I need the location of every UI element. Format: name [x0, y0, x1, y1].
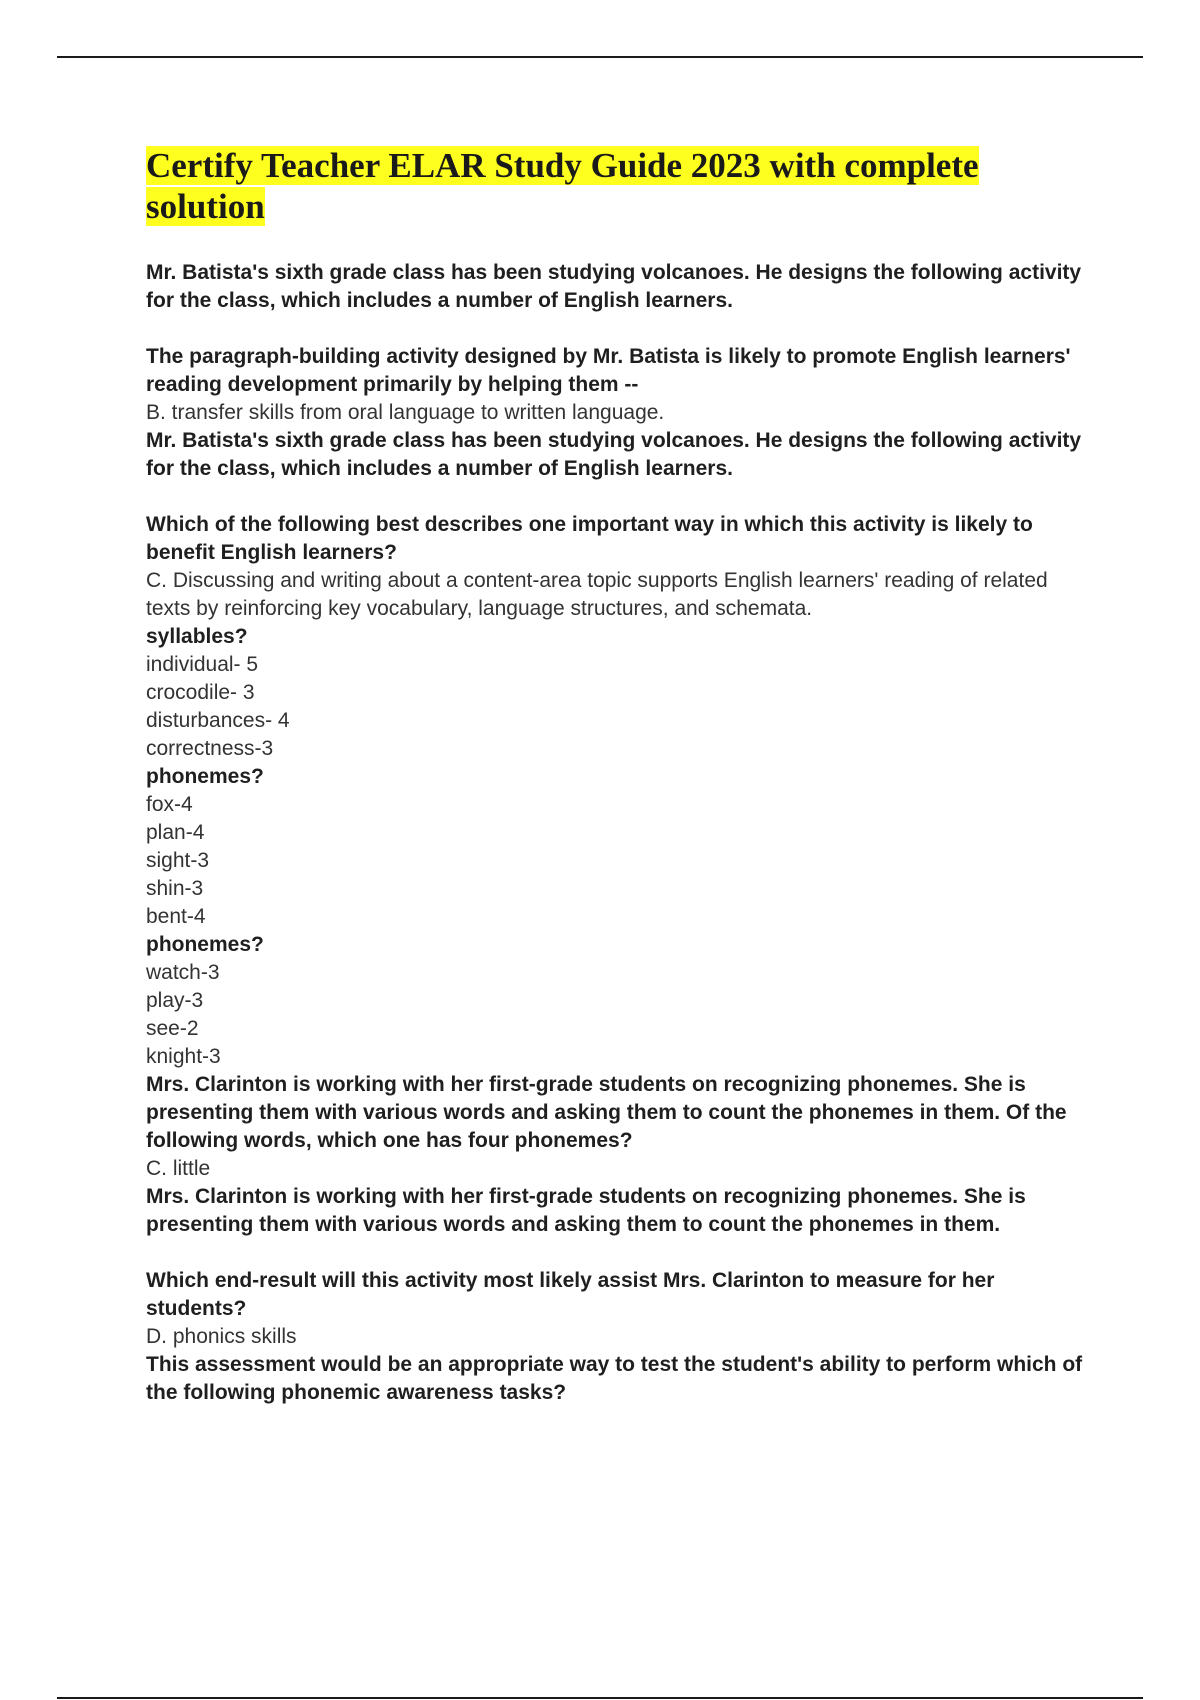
answer-text: watch-3 — [146, 961, 220, 984]
question-text: Which end-result will this activity most likely assist Mrs. Clarinton to measure for her students? — [146, 1269, 995, 1320]
question-text: The paragraph-building activity designed by Mr. Batista is likely to promote English learners' reading development primarily by helping them -- — [146, 345, 1071, 396]
top-rule — [57, 56, 1143, 58]
question-text: This assessment would be an appropriate way to test the student's ability to perform which of the following phonemic awareness tasks? — [146, 1353, 1083, 1404]
answer-text: individual- 5 — [146, 653, 259, 676]
answer-text: crocodile- 3 — [146, 681, 255, 704]
document-title-text: Certify Teacher ELAR Study Guide 2023 with complete solution — [146, 146, 979, 226]
answer-text: bent-4 — [146, 905, 206, 928]
answer-text: see-2 — [146, 1017, 199, 1040]
answer-text: sight-3 — [146, 849, 210, 872]
question-text: phonemes? — [146, 933, 264, 956]
answer-text: C. Discussing and writing about a content-area topic supports English learners' reading of related texts by reinforcing key vocabulary, language structures, and schemata. — [146, 569, 1048, 620]
qa-list — [146, 259, 1096, 1407]
answer-text: fox-4 — [146, 793, 193, 816]
answer-text: shin-3 — [146, 877, 204, 900]
answer-text: B. transfer skills from oral language to written language. — [146, 401, 665, 424]
answer-text: disturbances- 4 — [146, 709, 290, 732]
bottom-rule — [57, 1697, 1143, 1699]
paragraph-gap — [146, 315, 1096, 343]
question-text: Which of the following best describes one important way in which this activity is likely to benefit English learners? — [146, 513, 1033, 564]
document-title — [146, 145, 1096, 227]
question-text: phonemes? — [146, 765, 264, 788]
paragraph-gap — [146, 1239, 1096, 1267]
question-text: Mrs. Clarinton is working with her first-grade students on recognizing phonemes. She is presenting them with various words and asking them to count the phonemes in them. Of the following words, which one has four phonemes? — [146, 1073, 1067, 1152]
question-text: Mr. Batista's sixth grade class has been studying volcanoes. He designs the following activity for the class, which includes a number of English learners. — [146, 261, 1082, 312]
answer-text: C. little — [146, 1157, 211, 1180]
question-text: Mr. Batista's sixth grade class has been studying volcanoes. He designs the following activity for the class, which includes a number of English learners. — [146, 429, 1082, 480]
answer-text: correctness-3 — [146, 737, 274, 760]
answer-text: plan-4 — [146, 821, 205, 844]
paragraph-gap — [146, 483, 1096, 511]
document-body — [146, 145, 1096, 1407]
answer-text: D. phonics skills — [146, 1325, 297, 1348]
answer-text: play-3 — [146, 989, 204, 1012]
question-text: syllables? — [146, 625, 248, 648]
question-text: Mrs. Clarinton is working with her first-grade students on recognizing phonemes. She is presenting them with various words and asking them to count the phonemes in them. — [146, 1185, 1026, 1236]
answer-text: knight-3 — [146, 1045, 221, 1068]
